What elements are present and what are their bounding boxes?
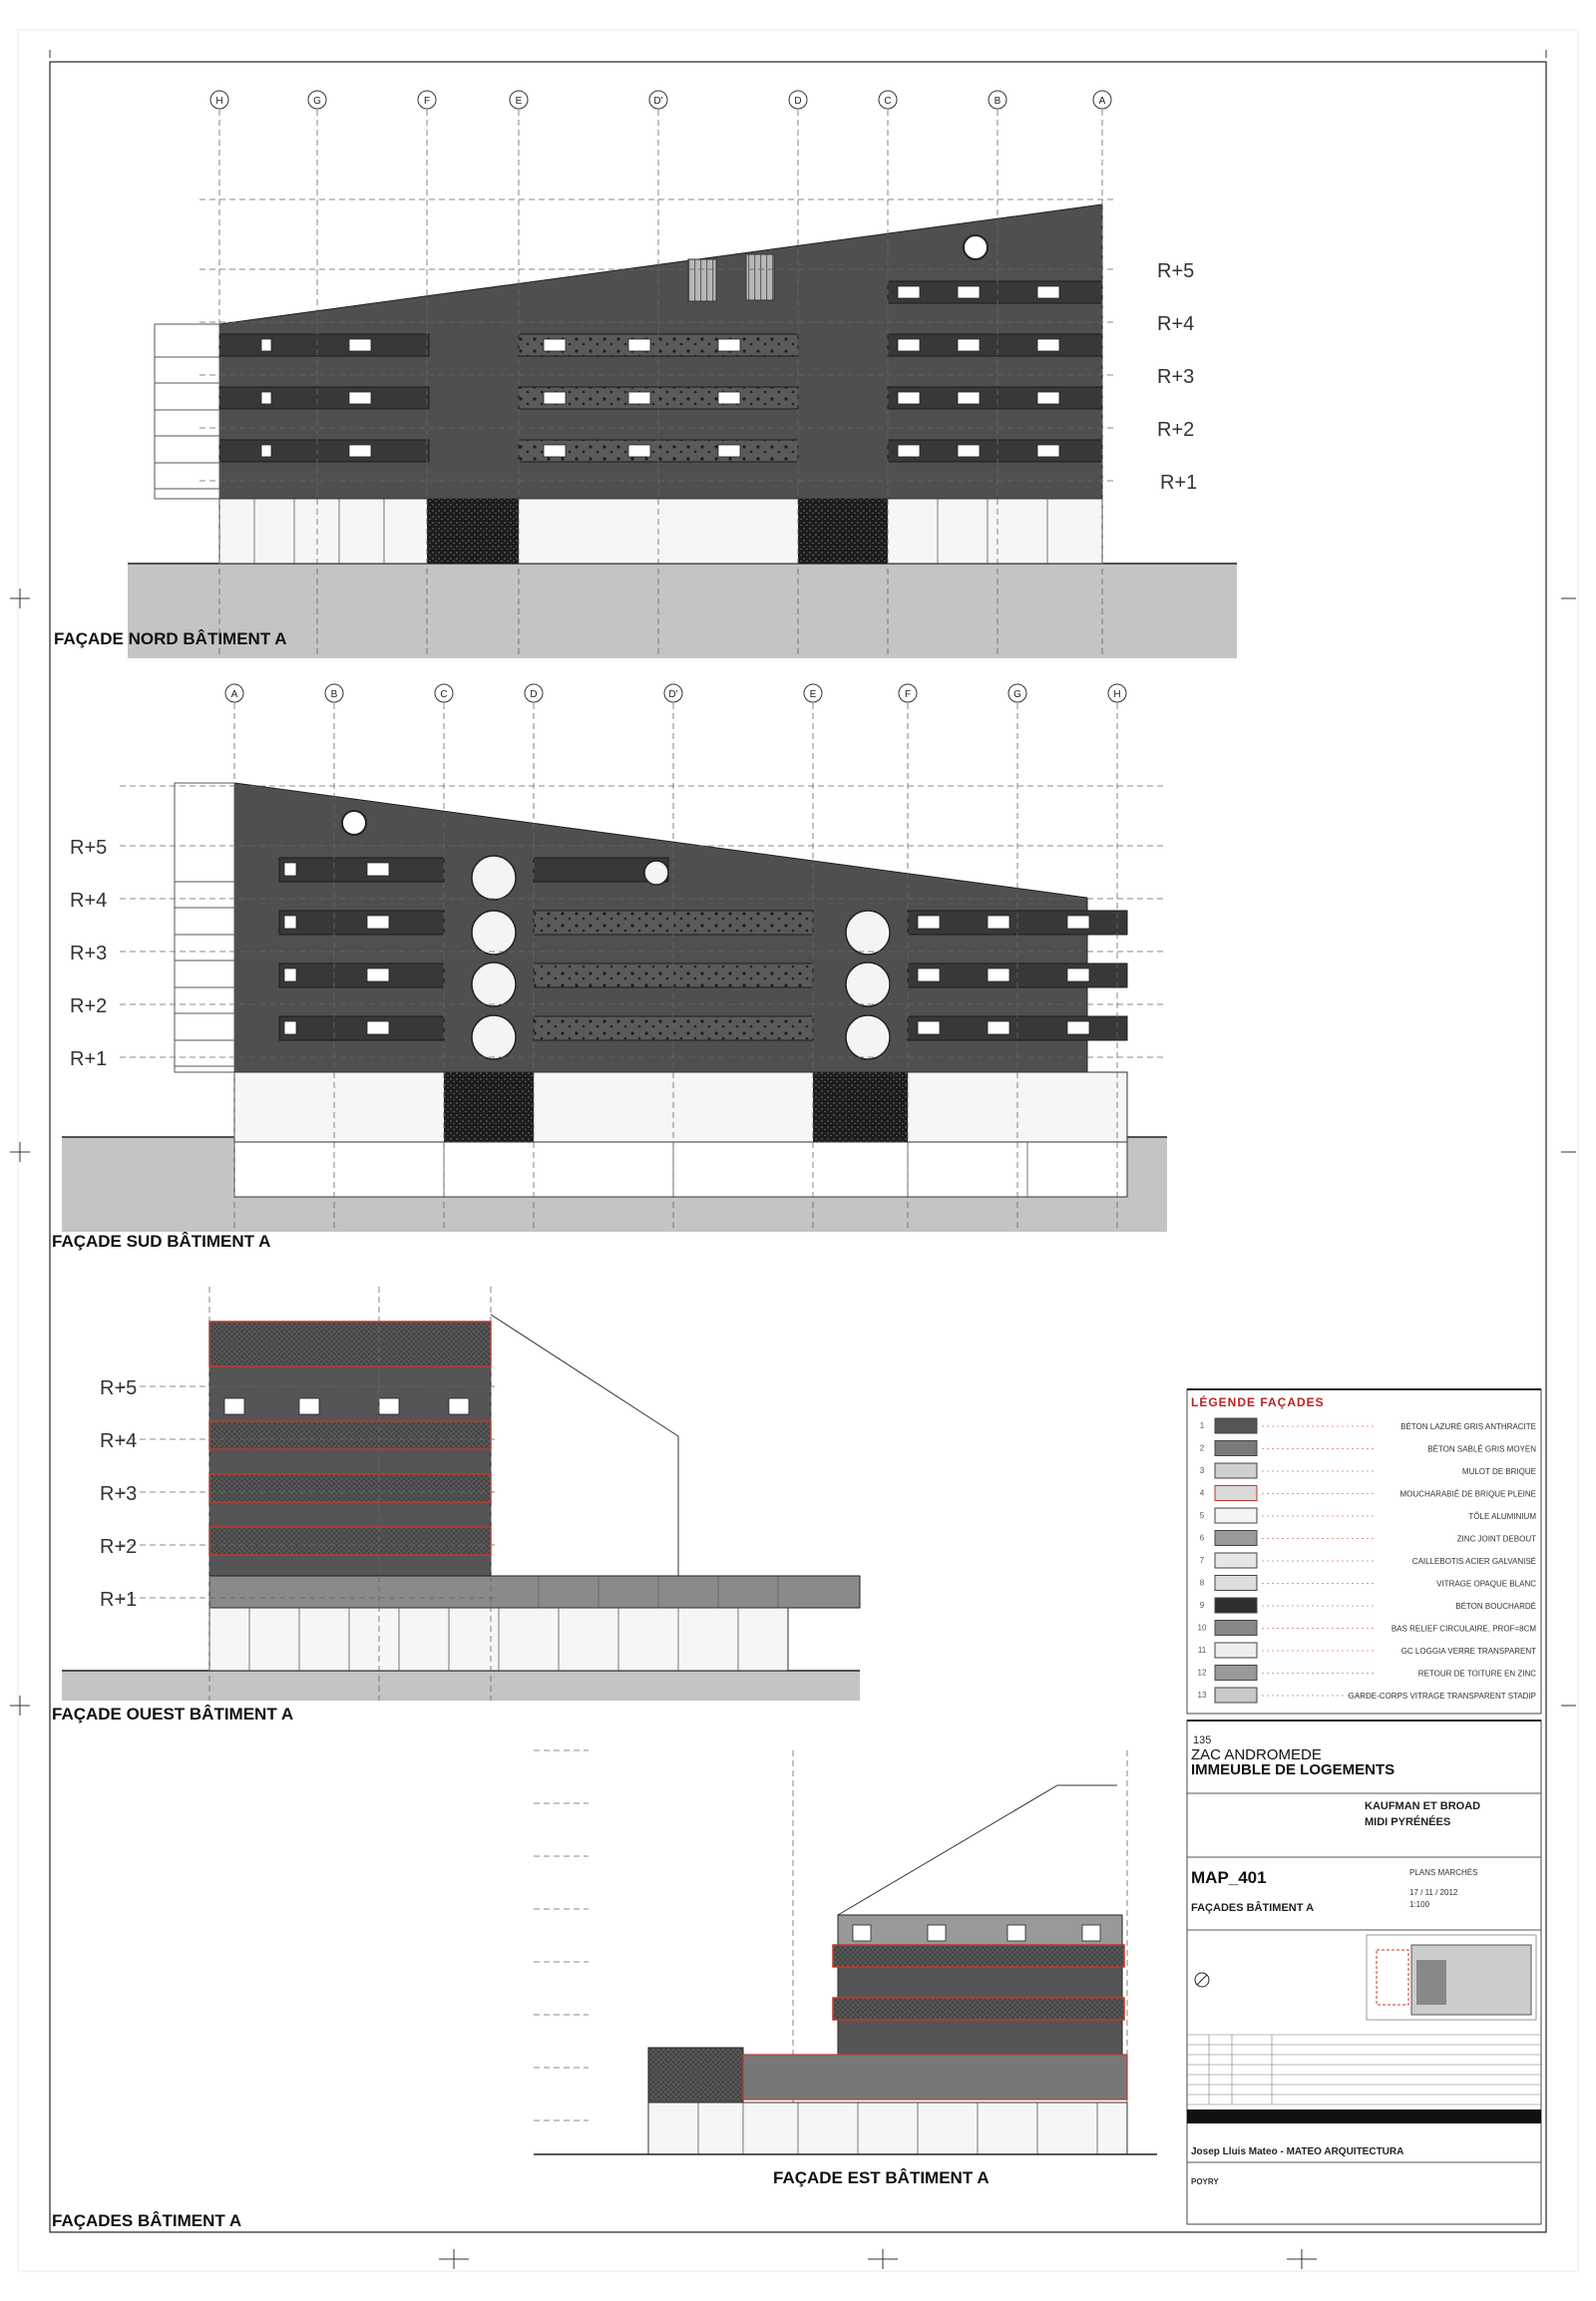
level-label: R+3 <box>70 943 108 964</box>
elevation-title: FAÇADE OUEST BÂTIMENT A <box>52 1705 294 1724</box>
legend-panel <box>1187 1389 1541 1714</box>
sheet-title: FAÇADES BÂTIMENT A <box>52 2211 242 2230</box>
grid-bubble: B <box>330 689 338 700</box>
elevation-title: FAÇADE EST BÂTIMENT A <box>773 2168 990 2187</box>
legend-label: TÔLE ALUMINIUM <box>1468 1512 1536 1521</box>
legend-swatch <box>1215 1418 1257 1433</box>
elevation-title: FAÇADE NORD BÂTIMENT A <box>54 629 287 648</box>
legend-swatch <box>1215 1598 1257 1613</box>
level-label: R+5 <box>100 1377 138 1399</box>
level-label: R+1 <box>100 1589 138 1611</box>
grid-bubble: D <box>794 96 802 107</box>
grid-bubble: A <box>230 689 238 700</box>
level-label: R+5 <box>1157 260 1195 282</box>
level-label: R+4 <box>70 890 108 912</box>
legend-number: 9 <box>1199 1601 1205 1610</box>
legend-swatch <box>1215 1531 1257 1546</box>
ground-nord <box>128 564 1237 658</box>
client-region: MIDI PYRÉNÉES <box>1365 1816 1451 1828</box>
elevation-est <box>534 1750 1157 2187</box>
level-label: R+5 <box>70 837 108 859</box>
legend-label: RETOUR DE TOITURE EN ZINC <box>1417 1669 1536 1679</box>
legend-number: 4 <box>1199 1488 1205 1498</box>
legend-swatch <box>1215 1463 1257 1478</box>
grid-bubble: G <box>313 96 321 107</box>
legend-label: MOUCHARABIÉ DE BRIQUE PLEINE <box>1399 1489 1536 1499</box>
project-name: ZAC ANDROMEDE <box>1191 1746 1322 1763</box>
phase-value: PLANS MARCHÉS <box>1409 1868 1478 1877</box>
grid-bubble: F <box>423 96 431 107</box>
project-subtitle: IMMEUBLE DE LOGEMENTS <box>1191 1761 1396 1778</box>
level-label: R+1 <box>70 1048 108 1070</box>
grid-bubble: D' <box>668 689 678 700</box>
drawing-number: MAP_401 <box>1191 1868 1267 1887</box>
elevation-nord <box>54 91 1237 658</box>
grid-bubble: F <box>904 689 912 700</box>
level-label: R+3 <box>100 1483 138 1505</box>
level-label: R+2 <box>100 1536 138 1558</box>
legend-number: 2 <box>1199 1443 1205 1453</box>
grid-bubble: H <box>1113 689 1121 700</box>
legend-number: 7 <box>1199 1556 1205 1565</box>
legend-number: 12 <box>1197 1668 1207 1678</box>
drawing-title: FAÇADES BÂTIMENT A <box>1191 1902 1315 1914</box>
grid-bubble: G <box>1013 689 1021 700</box>
elevation-title: FAÇADE SUD BÂTIMENT A <box>52 1232 271 1251</box>
associate-name: POYRY <box>1191 2177 1219 2186</box>
elevation-sud <box>52 684 1167 1251</box>
legend-swatch <box>1215 1553 1257 1568</box>
legend-swatch <box>1215 1621 1257 1636</box>
level-label: R+4 <box>1157 313 1195 335</box>
legend-label: CAILLEBOTIS ACIER GALVANISÉ <box>1411 1557 1536 1566</box>
grid-bubble: A <box>1098 96 1106 107</box>
grid-bubble: E <box>515 96 523 107</box>
grid-bubble: E <box>809 689 817 700</box>
grid-bubble: C <box>884 96 892 107</box>
level-label: R+2 <box>1157 419 1195 441</box>
legend-number: 10 <box>1197 1623 1207 1633</box>
grid-bubble: D <box>530 689 538 700</box>
legend-label: BÉTON LAZURÉ GRIS ANTHRACITE <box>1400 1422 1536 1431</box>
legend-number: 6 <box>1199 1533 1205 1543</box>
level-label: R+3 <box>1157 366 1195 388</box>
legend-label: VITRAGE OPAQUE BLANC <box>1436 1579 1536 1589</box>
legend-label: BÉTON BOUCHARDÉ <box>1455 1602 1536 1611</box>
legend-swatch <box>1215 1643 1257 1658</box>
legend-swatch <box>1215 1688 1257 1703</box>
legend-number: 3 <box>1199 1466 1205 1475</box>
legend-number: 11 <box>1197 1646 1207 1655</box>
legend-number: 8 <box>1199 1578 1205 1588</box>
grid-bubble: D' <box>653 96 663 107</box>
elevation-ouest <box>52 1287 860 1724</box>
scale-value: 1:100 <box>1409 1900 1430 1909</box>
legend-number: 13 <box>1197 1691 1207 1700</box>
legend-number: 5 <box>1199 1511 1205 1520</box>
legend-label: ZINC JOINT DEBOUT <box>1456 1534 1536 1544</box>
legend-number: 1 <box>1199 1421 1205 1430</box>
legend-swatch <box>1215 1576 1257 1591</box>
date-value: 17 / 11 / 2012 <box>1409 1888 1458 1897</box>
legend-swatch <box>1215 1441 1257 1456</box>
grid-bubble: C <box>440 689 448 700</box>
legend-label: BAS RELIEF CIRCULAIRE, PROF=8CM <box>1391 1624 1536 1634</box>
client-name: KAUFMAN ET BROAD <box>1365 1800 1481 1812</box>
legend-swatch <box>1215 1508 1257 1523</box>
legend-title: LÉGENDE FAÇADES <box>1191 1395 1325 1409</box>
legend-label: BÉTON SABLÉ GRIS MOYEN <box>1427 1444 1536 1454</box>
legend-label: GARDE-CORPS VITRAGE TRANSPARENT STADIP <box>1348 1692 1536 1701</box>
title-block <box>1187 1721 1541 2224</box>
legend-swatch <box>1215 1666 1257 1681</box>
level-label: R+1 <box>1160 472 1198 494</box>
project-number: 135 <box>1193 1734 1212 1746</box>
level-label: R+4 <box>100 1430 138 1452</box>
grid-bubble: H <box>215 96 223 107</box>
legend-swatch <box>1215 1486 1257 1501</box>
level-label: R+2 <box>70 995 108 1017</box>
grid-bubble: B <box>994 96 1001 107</box>
ground-ouest <box>62 1671 860 1701</box>
legend-label: GC LOGGIA VERRE TRANSPARENT <box>1400 1647 1536 1656</box>
architect-name: Josep Lluis Mateo - MATEO ARQUITECTURA <box>1191 2146 1404 2157</box>
legend-label: MULOT DE BRIQUE <box>1461 1467 1536 1476</box>
